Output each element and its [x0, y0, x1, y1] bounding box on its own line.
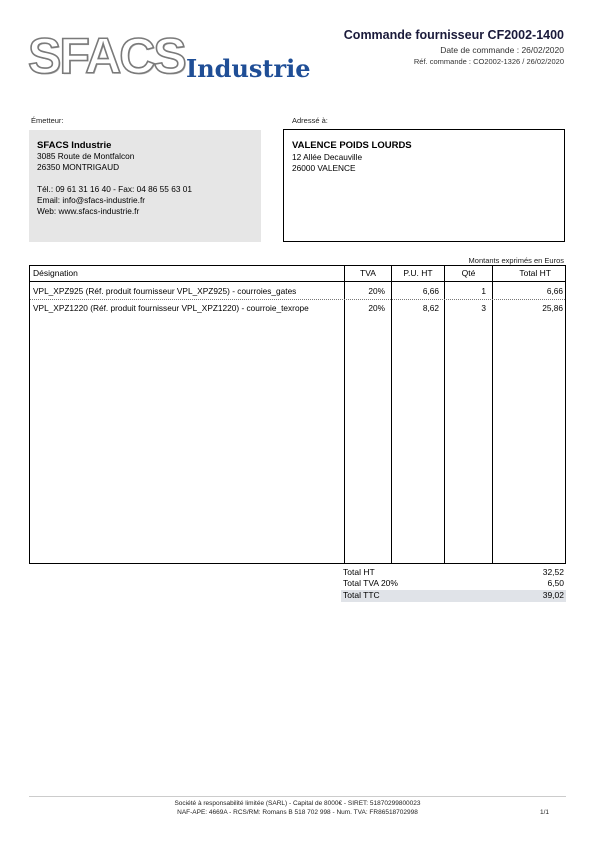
header-unit-price: P.U. HT — [403, 268, 433, 278]
header-designation: Désignation — [33, 268, 78, 278]
row-total: 6,66 — [546, 286, 563, 296]
row-tva: 20% — [368, 286, 385, 296]
header-tva: TVA — [360, 268, 376, 278]
table-row — [30, 300, 565, 316]
row-unit-price: 6,66 — [422, 286, 439, 296]
company-logo — [28, 28, 318, 88]
row-quantity: 1 — [481, 286, 486, 296]
total-tva-value: 6,50 — [547, 578, 564, 588]
total-tva-label: Total TVA 20% — [343, 578, 398, 588]
sender-name: SFACS Industrie — [37, 140, 112, 151]
logo-brand: SFACS — [28, 28, 185, 84]
sender-address-2: 26350 MONTRIGAUD — [37, 162, 120, 172]
table-row — [30, 283, 565, 299]
recipient-address-1: 12 Allée Decauville — [292, 152, 363, 162]
currency-note: Montants exprimés en Euros — [468, 256, 564, 265]
order-reference: Réf. commande : CO2002-1326 / 26/02/2020 — [413, 57, 564, 66]
sender-phone: Tél.: 09 61 31 16 40 - Fax: 04 86 55 63 01 — [37, 184, 192, 194]
footer-legal-2: NAF-APE: 4669A - RCS/RM: Romans B 518 702 998 - Num. TVA: FR86518702998 — [177, 809, 418, 816]
total-ttc-row — [341, 590, 566, 602]
sender-web: Web: www.sfacs-industrie.fr — [37, 206, 140, 216]
row-total: 25,86 — [542, 303, 563, 313]
header-quantity: Qté — [461, 268, 476, 278]
header-total: Total HT — [519, 268, 551, 278]
logo-suffix: Industrie — [186, 54, 311, 83]
row-designation: VPL_XPZ1220 (Réf. produit fournisseur VPL_XPZ1220) - courroie_texrope — [33, 303, 309, 313]
footer-divider — [29, 796, 566, 797]
recipient-box — [283, 129, 565, 242]
sender-box — [29, 130, 261, 242]
order-lines-table — [29, 265, 566, 564]
total-tva-row — [341, 578, 566, 590]
page-number: 1/1 — [539, 809, 549, 816]
sender-label: Émetteur: — [31, 116, 64, 125]
sender-address-1: 3085 Route de Montfalcon — [37, 151, 135, 161]
total-ttc-label: Total TTC — [343, 590, 380, 600]
row-unit-price: 8,62 — [422, 303, 439, 313]
footer-legal-1: Société à responsabilité limitée (SARL) - Capital de 8000€ - SIRET: 51870299800023 — [174, 800, 421, 807]
row-designation: VPL_XPZ925 (Réf. produit fournisseur VPL_XPZ925) - courroies_gates — [33, 286, 297, 296]
total-ttc-value: 39,02 — [542, 590, 564, 600]
recipient-label: Adressé à: — [292, 116, 328, 125]
recipient-name: VALENCE POIDS LOURDS — [292, 140, 412, 151]
document-title: Commande fournisseur CF2002-1400 — [343, 28, 564, 42]
row-quantity: 3 — [481, 303, 486, 313]
recipient-address-2: 26000 VALENCE — [292, 163, 356, 173]
sender-email: Email: info@sfacs-industrie.fr — [37, 195, 146, 205]
total-ht-value: 32,52 — [542, 567, 564, 577]
row-tva: 20% — [368, 303, 385, 313]
order-date: Date de commande : 26/02/2020 — [440, 45, 564, 55]
total-ht-label: Total HT — [343, 567, 375, 577]
